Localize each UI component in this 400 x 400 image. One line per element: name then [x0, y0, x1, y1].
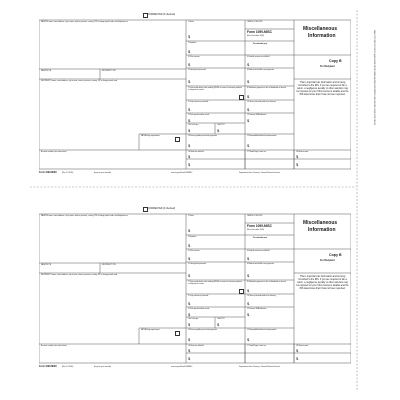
box-1-label: 1 Rents: [188, 215, 194, 217]
box-2-dollar: $: [188, 243, 191, 248]
account-number-label: Account number (see instructions): [41, 151, 67, 153]
omb-number: OMB No. 1545-0115: [247, 21, 263, 23]
box-4-label: 4 Federal income tax withheld: [247, 56, 270, 58]
box-1-label: 1 Rents: [188, 21, 194, 23]
box-18-label: 18 State income: [296, 345, 309, 347]
box-13a-label: 13a Cash tips: [188, 124, 199, 126]
calendar-year-label: For calendar year: [253, 237, 268, 239]
form-revision: (Rev. December 2026): [247, 35, 264, 37]
box-13a-dollar: $: [188, 128, 191, 133]
fatca-label: FATCA filing requirement: [141, 329, 160, 331]
box-15-label: 15 Nonqualified deferred compensation: [247, 135, 277, 137]
footer-department: Department of the Treasury - Internal Revenue Service: [239, 365, 280, 368]
form-title-line2: Information: [308, 227, 336, 233]
box-11-label: 11 Fish purchased for resale: [188, 114, 210, 116]
box-8-dollar: $: [247, 94, 250, 99]
box-4-dollar: $: [247, 62, 250, 67]
account-number-label: Account number (see instructions): [41, 345, 67, 347]
payer-name-label: PAYER'S name, street address, city or town, state or province, country, ZIP or foreign postal code, and telephone no.: [41, 21, 129, 23]
box-10-dollar: $: [247, 107, 250, 112]
box-2-label: 2 Royalties: [188, 42, 197, 44]
footer-keep: (keep for your records): [94, 171, 112, 174]
box-18-dollar-b: $: [296, 356, 299, 361]
tax-notice: This is important tax information and is being furnished to the IRS. If you are required to file a return, a negligence penalty or other sanction may be imposed on you if this income is taxable and the IRS determines that it has not been reported.: [296, 82, 349, 96]
footer-url: www.irs.gov/Form1099MISC: [171, 171, 193, 174]
side-instructions-text: MAKE PICTURES OR ON OR LASER BOND PAPER DETACH ALONG PERFORATED LINE BEFORE FILING WITH THE IRS: [373, 30, 375, 126]
box-6-dollar: $: [247, 79, 250, 84]
box-13a-label: 13a Cash tips: [188, 318, 199, 320]
fatca-label: FATCA filing requirement: [141, 135, 160, 137]
vertical-perforation: [356, 10, 358, 390]
box-7-label: 7 Payer made direct sales totaling $5,000 or more of consumer products to recipient for resale: [188, 281, 243, 285]
box-3-label: 3 Other income: [188, 250, 200, 252]
box-16-dollar-a: $: [188, 154, 191, 159]
footer-department: Department of the Treasury - Internal Revenue Service: [239, 171, 280, 174]
box-14-label: 14 Excess golden parachute payments: [188, 135, 218, 137]
corrected-label: CORRECTED (if checked): [148, 208, 176, 210]
omb-number: OMB No. 1545-0115: [247, 215, 263, 217]
box-3-dollar: $: [188, 62, 191, 67]
form-number: Form 1099-MISC: [247, 30, 272, 34]
box-1-dollar: $: [188, 34, 191, 39]
box-6-dollar: $: [247, 273, 250, 278]
footer-keep: (keep for your records): [94, 365, 112, 368]
form-1099-misc: [39, 204, 351, 368]
box-4-label: 4 Federal income tax withheld: [247, 250, 270, 252]
payer-name-label: PAYER'S name, street address, city or town, state or province, country, ZIP or foreign postal code, and telephone no.: [41, 215, 129, 217]
box-7-checkbox[interactable]: [239, 289, 244, 294]
box-2-label: 2 Royalties: [188, 236, 197, 238]
box-9-dollar: $: [188, 301, 191, 306]
box-13b-dollar: $: [217, 128, 220, 133]
footer-form-number: Form 1099-MISC: [39, 366, 57, 368]
payer-tin-label: PAYER'S TIN: [41, 264, 52, 266]
box-9-dollar: $: [188, 107, 191, 112]
box-5-dollar: $: [188, 273, 191, 278]
copy-b-label: Copy B: [329, 253, 342, 257]
box-8-label: 8 Substitute payments in lieu of dividends or interest: [247, 87, 287, 89]
footer-url: www.irs.gov/Form1099MISC: [171, 365, 193, 368]
fatca-checkbox[interactable]: [175, 137, 180, 142]
box-6-label: 6 Medical and health care payments: [247, 263, 275, 265]
recipient-tin-label: RECIPIENT'S TIN: [102, 264, 116, 266]
box-1-dollar: $: [188, 228, 191, 233]
calendar-year-label: For calendar year: [253, 43, 268, 45]
box-4-dollar: $: [247, 256, 250, 261]
box-16-dollar-b: $: [188, 162, 191, 167]
box-12-label: 12 Section 409A deferrals: [247, 114, 267, 116]
box-17-label: 17 State/Payer's state no.: [247, 151, 267, 153]
recipient-name-label: RECIPIENT'S name, street address, city or town, state or province, country, ZIP or foreign postal code: [41, 274, 118, 276]
for-recipient-label: For Recipient: [320, 66, 335, 68]
box-5-label: 5 Fishing boat proceeds: [188, 69, 207, 71]
box-13b-label: 13b FTCC: [217, 124, 225, 126]
box-18-dollar-b: $: [296, 162, 299, 167]
box-9-label: 9 Crop insurance proceeds: [188, 295, 209, 297]
box-10-label: 10 Gross proceeds paid to an attorney: [247, 295, 276, 297]
box-9-label: 9 Crop insurance proceeds: [188, 101, 209, 103]
footer-form-number: Form 1099-MISC: [39, 172, 57, 174]
box-16-label: 16 State tax withheld: [188, 151, 204, 153]
box-12-label: 12 Section 409A deferrals: [247, 308, 267, 310]
perforation-line: [0, 186, 400, 188]
box-3-label: 3 Other income: [188, 56, 200, 58]
box-10-dollar: $: [247, 301, 250, 306]
form-revision: (Rev. December 2026): [247, 229, 264, 231]
corrected-label: CORRECTED (if checked): [148, 14, 176, 16]
recipient-name-label: RECIPIENT'S name, street address, city or town, state or province, country, ZIP or foreign postal code: [41, 80, 118, 82]
form-copy-top: [0, 0, 400, 184]
box-15-dollar: $: [247, 337, 250, 342]
footer-revision: (Rev. 12-2026): [62, 365, 74, 368]
box-10-label: 10 Gross proceeds paid to an attorney: [247, 101, 276, 103]
box-16-dollar-a: $: [188, 348, 191, 353]
box-13b-label: 13b FTCC: [217, 318, 225, 320]
payer-tin-label: PAYER'S TIN: [41, 70, 52, 72]
recipient-tin-label: RECIPIENT'S TIN: [102, 70, 116, 72]
for-recipient-label: For Recipient: [320, 260, 335, 262]
box-14-dollar: $: [188, 143, 191, 148]
box-3-dollar: $: [188, 256, 191, 261]
form-number: Form 1099-MISC: [247, 224, 272, 228]
box-11-dollar: $: [188, 118, 191, 123]
box-2-dollar: $: [188, 49, 191, 54]
box-6-label: 6 Medical and health care payments: [247, 69, 275, 71]
form-1099-misc: [39, 10, 351, 174]
box-18-label: 18 State income: [296, 151, 309, 153]
form-copy-bottom: [0, 194, 400, 378]
box-13b-dollar: $: [217, 322, 220, 327]
box-7-checkbox[interactable]: [239, 95, 244, 100]
box-5-label: 5 Fishing boat proceeds: [188, 263, 207, 265]
box-16-dollar-b: $: [188, 356, 191, 361]
box-11-label: 11 Fish purchased for resale: [188, 308, 210, 310]
box-5-dollar: $: [188, 79, 191, 84]
footer-revision: (Rev. 12-2026): [62, 171, 74, 174]
box-15-dollar: $: [247, 143, 250, 148]
box-11-dollar: $: [188, 312, 191, 317]
box-12-dollar: $: [247, 118, 250, 123]
form-title-line1: Miscellaneous: [303, 220, 338, 226]
box-8-label: 8 Substitute payments in lieu of dividends or interest: [247, 281, 287, 283]
box-16-label: 16 State tax withheld: [188, 345, 204, 347]
tax-notice: This is important tax information and is being furnished to the IRS. If you are required to file a return, a negligence penalty or other sanction may be imposed on you if this income is taxable and the IRS determines that it has not been reported.: [296, 276, 349, 290]
form-title-line1: Miscellaneous: [303, 26, 338, 32]
box-14-label: 14 Excess golden parachute payments: [188, 329, 218, 331]
box-7-label: 7 Payer made direct sales totaling $5,000 or more of consumer products to recipient for resale: [188, 87, 243, 91]
copy-b-label: Copy B: [329, 59, 342, 63]
box-14-dollar: $: [188, 337, 191, 342]
box-17-label: 17 State/Payer's state no.: [247, 345, 267, 347]
box-18-dollar-a: $: [296, 348, 299, 353]
box-15-label: 15 Nonqualified deferred compensation: [247, 329, 277, 331]
box-18-dollar-a: $: [296, 154, 299, 159]
box-8-dollar: $: [247, 288, 250, 293]
side-instructions: [361, 30, 397, 330]
box-12-dollar: $: [247, 312, 250, 317]
form-title-line2: Information: [308, 33, 336, 39]
fatca-checkbox[interactable]: [175, 331, 180, 336]
box-13a-dollar: $: [188, 322, 191, 327]
